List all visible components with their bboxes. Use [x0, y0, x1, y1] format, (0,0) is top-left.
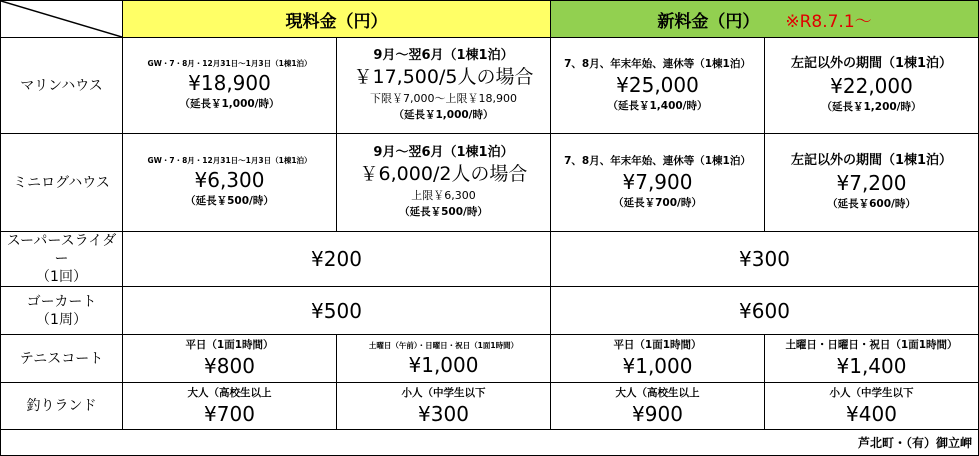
condition: 小人（中学生以下: [401, 386, 486, 399]
extension: （延長￥1,400/時）: [607, 99, 708, 112]
gokart-new-price: ¥600: [551, 287, 979, 335]
tennis-court-label: テニスコート: [1, 335, 123, 383]
label-main: スーパースライダー: [6, 233, 117, 267]
extension: （延長￥1,000/時）: [179, 98, 280, 110]
condition: 9月～翌6月（1棟1泊）: [373, 145, 514, 160]
price: ¥400: [846, 401, 897, 426]
fishing-new-adult: [551, 383, 765, 430]
price: ¥25,000: [616, 72, 699, 97]
minilog-new-offpeak: [765, 134, 979, 232]
fishing-land-row: [1, 383, 979, 430]
footer-row: [1, 430, 979, 456]
condition: 7、8月、年末年始、連休等（1棟1泊）: [564, 154, 751, 167]
condition: 土曜日・日曜日・祝日（1面1時間）: [785, 339, 958, 351]
marine-new-offpeak: [765, 38, 979, 134]
tennis-new-weekday: [551, 335, 765, 383]
condition: GW・7・8月・12月31日～1月3日（1棟1泊）: [147, 156, 312, 165]
go-kart-row: [1, 287, 979, 335]
marine-current-peak: [123, 38, 337, 134]
tennis-current-weekend: [337, 335, 551, 383]
super-slider-row: [1, 232, 979, 287]
price: ¥700: [204, 401, 255, 426]
fishing-land-label: 釣りランド: [1, 383, 123, 430]
tennis-court-row: [1, 335, 979, 383]
diagonal-line: [1, 1, 122, 37]
price: ￥6,000/2人の場合: [359, 163, 528, 185]
mini-log-house-label: ミニログハウス: [1, 134, 123, 232]
price: ¥800: [204, 354, 255, 378]
gokart-current-price: ¥500: [123, 287, 551, 335]
condition: 左記以外の期間（1棟1泊）: [790, 56, 953, 71]
extension: （延長￥1,200/時）: [821, 101, 922, 113]
price: ¥300: [418, 401, 469, 426]
price: ¥7,900: [622, 169, 693, 194]
new-fee-header: [551, 1, 979, 38]
footer-credit: 芦北町・（有）御立岬: [1, 430, 979, 456]
condition: 大人（高校生以上: [615, 386, 700, 399]
marine-house-label: マリンハウス: [1, 38, 123, 134]
label-main: ゴーカート: [26, 293, 97, 310]
effective-date-note: ※R8.7.1～: [785, 11, 872, 32]
marine-house-row: [1, 38, 979, 134]
label-unit: （1周）: [36, 311, 87, 328]
marine-current-offpeak: [337, 38, 551, 134]
price: ¥1,000: [408, 352, 479, 377]
condition: 土曜日（午前）・日曜日・祝日（1面1時間）: [368, 340, 519, 350]
minilog-new-peak: [551, 134, 765, 232]
label-unit: （1回）: [36, 269, 87, 285]
mini-log-house-row: [1, 134, 979, 232]
marine-new-peak: [551, 38, 765, 134]
new-fee-title: 新料金（円）: [657, 11, 760, 32]
price: ¥18,900: [188, 71, 271, 95]
header-row: [1, 1, 979, 38]
minilog-current-offpeak: [337, 134, 551, 232]
extension: （延長￥1,000/時）: [393, 109, 494, 121]
price: ¥22,000: [830, 74, 913, 98]
tennis-new-weekend: [765, 335, 979, 383]
price: ¥1,400: [836, 354, 907, 378]
slider-current-price: ¥200: [123, 232, 551, 287]
fishing-current-adult: [123, 383, 337, 430]
extension: （延長￥600/時）: [827, 198, 916, 210]
price: ￥17,500/5人の場合: [353, 66, 534, 88]
slider-new-price: ¥300: [551, 232, 979, 287]
condition: 9月～翌6月（1棟1泊）: [373, 48, 514, 63]
extension: （延長￥500/時）: [185, 195, 274, 207]
condition: 小人（中学生以下: [829, 386, 914, 399]
go-kart-label: [1, 287, 123, 335]
price: ¥6,300: [194, 168, 265, 192]
condition: 7、8月、年末年始、連休等（1棟1泊）: [564, 57, 751, 70]
range: 上限￥6,300: [411, 189, 476, 202]
condition: 平日（1面1時間）: [185, 339, 274, 351]
current-fee-header: 現料金（円）: [123, 1, 551, 38]
minilog-current-peak: [123, 134, 337, 232]
super-slider-label: [1, 232, 123, 287]
range: 下限￥7,000～上限￥18,900: [370, 92, 517, 105]
extension: （延長￥700/時）: [613, 196, 702, 209]
condition: 大人（高校生以上: [187, 386, 272, 399]
corner-cell: [1, 1, 123, 38]
fishing-new-child: [765, 383, 979, 430]
price: ¥1,000: [622, 354, 693, 378]
tennis-current-weekday: [123, 335, 337, 383]
condition: 平日（1面1時間）: [613, 339, 702, 351]
price: ¥7,200: [836, 171, 907, 195]
fishing-current-child: [337, 383, 551, 430]
price: ¥900: [632, 401, 683, 426]
condition: GW・7・8月・12月31日～1月3日（1棟1泊）: [147, 59, 312, 68]
condition: 左記以外の期間（1棟1泊）: [790, 153, 953, 168]
extension: （延長￥500/時）: [399, 206, 488, 218]
